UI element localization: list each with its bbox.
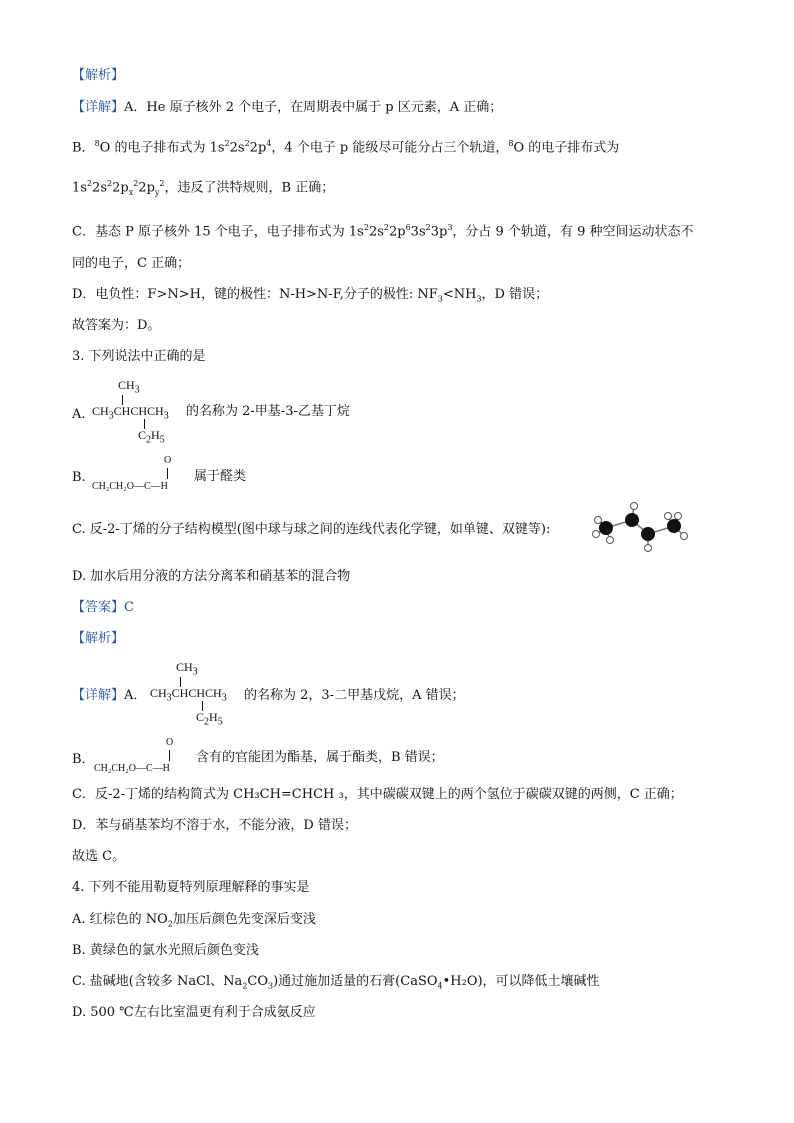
q3-b-text: 属于醛类 <box>194 469 247 484</box>
sup: 2 <box>383 223 389 232</box>
text: 2p <box>249 140 267 156</box>
text: 1s <box>72 180 87 196</box>
text: A. 红棕色的 NO <box>72 912 168 927</box>
q3-detail-b-text: 含有的官能团为酯基，属于酯类，B 错误； <box>196 750 444 765</box>
sup: 2 <box>133 179 139 188</box>
text: CHCHCH <box>171 686 222 700</box>
sub: y <box>154 187 160 197</box>
text: ，分占 9 个轨道，有 9 种空间运动状态不 <box>452 224 694 240</box>
text: O 的电子排布式为 1s <box>99 140 225 156</box>
sup: 2 <box>425 223 431 232</box>
answer-d: 故答案为：D。 <box>72 318 161 333</box>
sub: 3 <box>268 981 274 991</box>
q3-a-label: A. <box>72 407 86 422</box>
sub: 5 <box>159 434 165 446</box>
text: CH₂CH₂O—C—H <box>94 763 170 774</box>
sup: 2 <box>224 139 230 148</box>
text: )通过施加适量的石膏(CaSO <box>273 974 438 989</box>
text: 3p <box>430 224 448 240</box>
text: C <box>138 428 147 442</box>
text: 2p <box>112 180 129 196</box>
q4-stem: 4. 下列不能用勒夏特列原理解释的事实是 <box>72 880 310 895</box>
text: H <box>209 710 218 724</box>
text: D．电负性：F>N>H，键的极性：N-H>N-F,分子的极性: NF <box>72 287 438 302</box>
text: 2p <box>388 224 406 240</box>
sub: 3 <box>163 410 169 422</box>
q4-option-d: D. 500 ℃左右比室温更有利于合成氨反应 <box>72 1005 316 1020</box>
q4-option-a <box>72 910 316 935</box>
sub: 5 <box>217 716 223 728</box>
sup: 2 <box>86 179 93 188</box>
q3-c-text: C. 反-2-丁烯的分子结构模型(图中球与球之间的连线代表化学键，如单键、双键等): <box>72 522 551 537</box>
ball-and-stick-model <box>590 496 690 556</box>
sub: x <box>128 187 134 197</box>
q3-detail-a-prefix <box>72 686 146 706</box>
text: •H₂O)，可以降低土壤碱性 <box>442 974 600 989</box>
text: C <box>196 710 205 724</box>
text: ，4 个电子 p 能级尽可能分占三个轨道， <box>271 140 509 156</box>
text: CHCHCH <box>113 404 164 418</box>
sub: 2 <box>242 981 248 991</box>
formula-23-dimethylpentane-ref <box>150 660 250 730</box>
formula-ethyl-formate <box>92 455 202 495</box>
text: CO <box>247 974 269 989</box>
sub: 2 <box>204 716 210 728</box>
text: ，违反了洪特规则，B 正确； <box>164 180 335 196</box>
detail-a-text: A．He 原子核外 2 个电子，在周期表中属于 p 区元素，A 正确； <box>124 100 503 115</box>
sup: 3 <box>447 223 453 232</box>
text: H <box>151 428 160 442</box>
text: 加压后颜色先变深后变浅 <box>172 912 316 927</box>
q3-d-text: D. 加水后用分液的方法分离苯和硝基苯的混合物 <box>72 569 351 584</box>
sub: 2 <box>167 919 173 929</box>
text: C．基态 P 原子核外 15 个电子，电子排布式为 1s <box>72 224 364 240</box>
sub: 3 <box>437 294 443 304</box>
text: 2p <box>138 180 155 196</box>
text: O <box>166 737 174 748</box>
sub: 3 <box>192 666 198 678</box>
q3-answer: 【答案】C <box>72 600 134 615</box>
sub: 3 <box>476 294 482 304</box>
sub: 2 <box>146 434 152 446</box>
text: 2s <box>92 180 107 196</box>
q3-final: 故选 C。 <box>72 849 126 864</box>
text: 2s <box>368 224 384 240</box>
sub: 3 <box>166 692 172 704</box>
q3-detail-d: D．苯与硝基苯均不溶于水，不能分液，D 错误； <box>72 818 357 833</box>
sup: 8 <box>94 139 100 148</box>
text: 2s <box>229 140 245 156</box>
sup: 2 <box>107 179 113 188</box>
analysis-tag: 【解析】 <box>72 68 125 83</box>
sub: 3 <box>221 692 227 704</box>
q3-detail-c: C．反-2-丁烯的结构简式为 CH₃CH=CHCH ₃，其中碳碳双键上的两个氢位于碳碳双键的两侧，C 正确； <box>72 787 683 802</box>
q3-b-label: B. <box>72 470 86 485</box>
q3-detail-a-text: 的名称为 2，3-二甲基戊烷，A 错误； <box>244 688 465 703</box>
detail-b <box>72 134 619 158</box>
text: ，D 错误； <box>481 287 549 302</box>
detail-a <box>72 98 502 118</box>
sub: 3 <box>134 384 140 396</box>
q3-stem: 3. 下列说法中正确的是 <box>72 349 206 364</box>
text: O 的电子排布式为 <box>513 140 620 156</box>
q3-a-text: 的名称为 2-甲基-3-乙基丁烷 <box>186 404 350 419</box>
bond-line <box>167 468 168 479</box>
sub: 3 <box>108 410 114 422</box>
text: CH <box>118 378 135 392</box>
detail-tag: 【详解】 <box>72 100 125 115</box>
bond-line <box>169 750 170 761</box>
sup: 8 <box>508 139 514 148</box>
text: CH <box>92 404 109 418</box>
sup: 2 <box>363 223 369 232</box>
detail-c <box>72 218 693 242</box>
text: 3s <box>410 224 426 240</box>
sup: 4 <box>266 139 272 148</box>
text: <NH <box>442 287 477 302</box>
sup: 2 <box>159 179 165 188</box>
formula-2-methyl-3-ethylbutane <box>92 378 192 448</box>
text: CH₂CH₂O—C—H <box>92 481 168 492</box>
q4-option-b: B. 黄绿色的氯水光照后颜色变浅 <box>72 943 259 958</box>
text: B． <box>72 140 95 156</box>
text: CH <box>176 660 193 674</box>
sub: 4 <box>437 981 443 991</box>
q3-detail-b-prefix: B． <box>72 752 95 767</box>
q4-option-c <box>72 972 600 997</box>
detail-b-cont <box>72 174 334 203</box>
sup: 6 <box>405 223 411 232</box>
sup: 2 <box>244 139 250 148</box>
text: C. 盐碱地(含较多 NaCl、Na <box>72 974 243 989</box>
detail-c-cont: 同的电子，C 正确； <box>72 256 191 271</box>
detail-d <box>72 285 548 310</box>
q3-analysis-tag: 【解析】 <box>72 631 125 646</box>
text: A． <box>124 688 147 703</box>
detail-tag: 【详解】 <box>72 688 125 703</box>
text: O <box>164 455 172 466</box>
formula-ethyl-formate-ref <box>94 737 204 777</box>
text: CH <box>150 686 167 700</box>
